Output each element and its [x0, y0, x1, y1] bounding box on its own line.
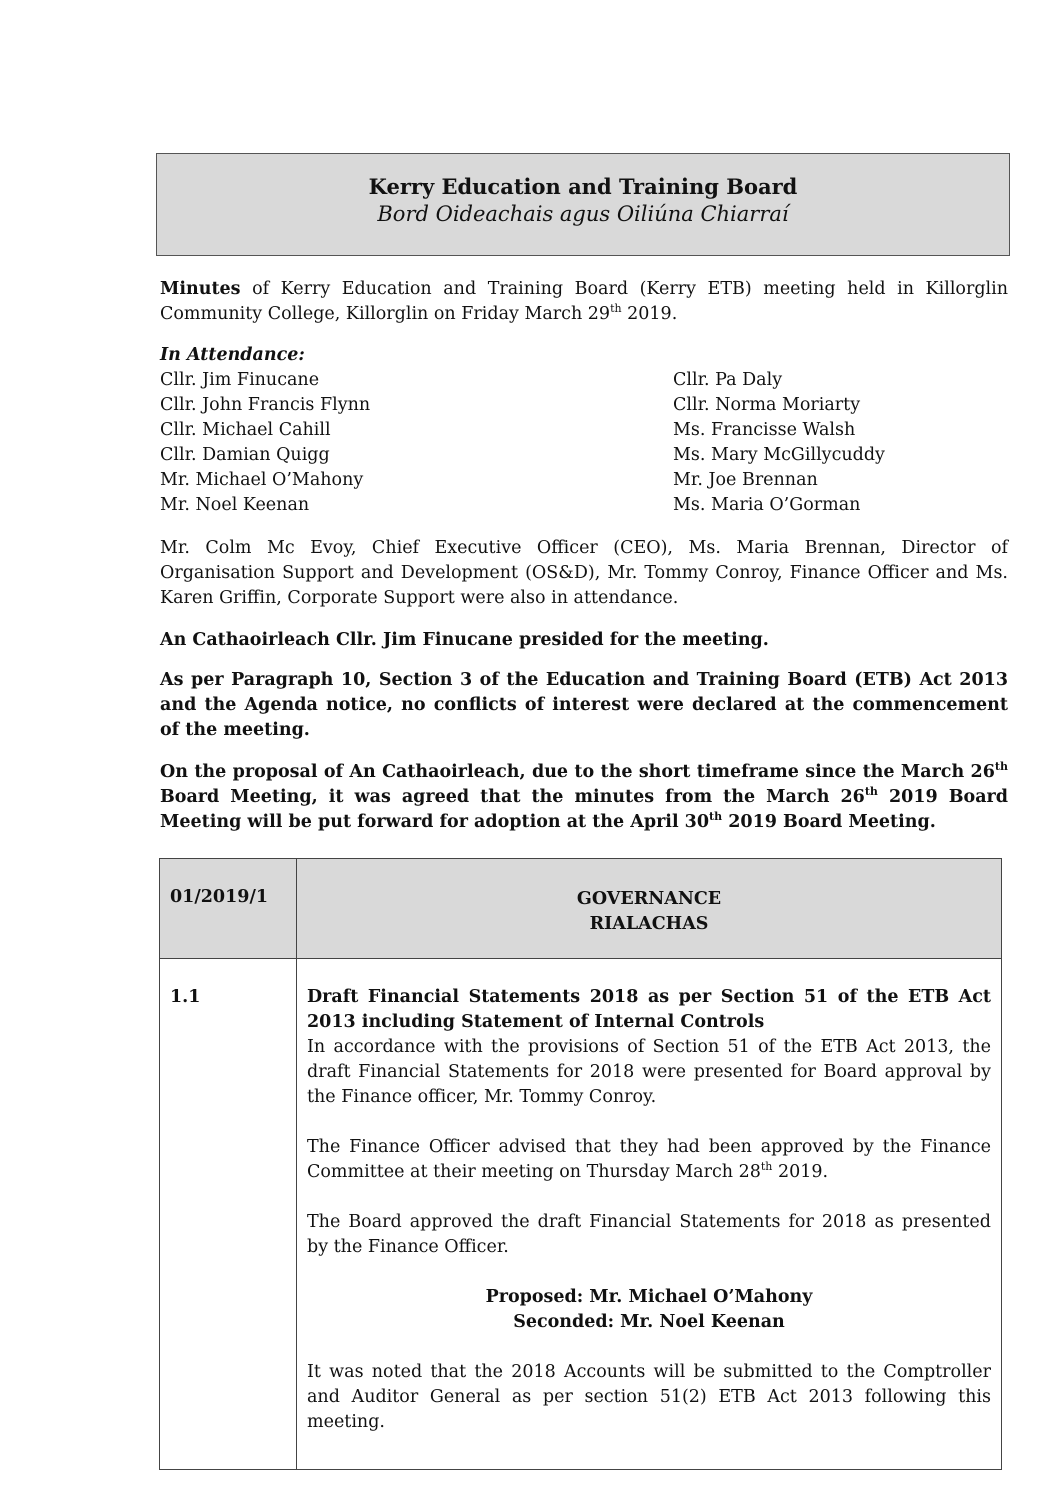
- minutes-table: [159, 858, 1002, 1470]
- table-row: [160, 959, 1002, 1470]
- attendance-right-column: [673, 368, 885, 518]
- table-header-row: [160, 859, 1002, 959]
- attendee: Mr. Michael O’Mahony: [160, 470, 364, 490]
- section-heading: [297, 859, 1002, 959]
- item-reference: 01/2019/1: [160, 859, 297, 959]
- section-heading-ga: RIALACHAS: [589, 914, 709, 934]
- item-text: 2019.: [772, 1162, 829, 1182]
- section-heading-en: GOVERNANCE: [576, 889, 722, 909]
- proposal-paragraph: [160, 760, 1008, 835]
- intro-sup: th: [610, 302, 622, 316]
- item-number: 1.1: [160, 959, 297, 1470]
- item-paragraph: It was noted that the 2018 Accounts will be submitted to the Comptroller and Auditor General as per section 51(2) ETB Act 2013 following this meeting.: [307, 1362, 991, 1432]
- intro-text: of Kerry Education and Training Board (Kerry ETB) meeting held in Killorglin Community College, Killorglin on Friday March 29: [160, 279, 1008, 324]
- proposal-sup: th: [709, 810, 723, 824]
- also-attending-paragraph: Mr. Colm Mc Evoy, Chief Executive Officer (CEO), Ms. Maria Brennan, Director of Organisation Support and Development (OS&D), Mr. Tommy Conroy, Finance Officer and Ms. Karen Griffin, Corporate Support were also in attendance.: [160, 538, 1008, 608]
- item-sup: th: [760, 1160, 773, 1174]
- header-box: [156, 153, 1010, 256]
- proposal-sup: th: [864, 785, 878, 799]
- attendee: Cllr. Jim Finucane: [160, 370, 320, 390]
- proposal-text: 2019 Board Meeting will be put forward for adoption at the April 30: [160, 787, 1008, 832]
- item-paragraph: [307, 1135, 991, 1185]
- board-title-irish: Bord Oideachais agus Oiliúna Chiarraí: [377, 202, 789, 226]
- attendee: Cllr. Michael Cahill: [160, 420, 331, 440]
- attendee: Cllr. John Francis Flynn: [160, 395, 371, 415]
- item-text: The Finance Officer advised that they had been approved by the Finance Committee at their meeting on Thursday March 28: [307, 1137, 991, 1182]
- item-title: Draft Financial Statements 2018 as per Section 51 of the ETB Act 2013 including Statement of Internal Controls: [307, 987, 991, 1032]
- attendee: Ms. Francisse Walsh: [673, 420, 856, 440]
- intro-text-end: 2019.: [621, 304, 678, 324]
- item-content: [297, 959, 1002, 1470]
- item-paragraph: The Board approved the draft Financial Statements for 2018 as presented by the Finance Officer.: [307, 1212, 991, 1257]
- intro-lead: Minutes: [160, 279, 241, 299]
- item-paragraph: In accordance with the provisions of Section 51 of the ETB Act 2013, the draft Financial Statements for 2018 were presented for Board approval by the Finance officer, Mr. Tommy Conroy.: [307, 1037, 991, 1107]
- attendance-left-column: [160, 368, 370, 518]
- attendee: Mr. Joe Brennan: [673, 470, 818, 490]
- proposal-text: On the proposal of An Cathaoirleach, due to the short timeframe since the March 26: [160, 762, 995, 782]
- attendee: Cllr. Pa Daly: [673, 370, 783, 390]
- attendee: Ms. Mary McGillycuddy: [673, 445, 885, 465]
- proposed-by: Proposed: Mr. Michael O’Mahony: [485, 1287, 813, 1307]
- attendee: Cllr. Damian Quigg: [160, 445, 330, 465]
- proposal-sup: th: [994, 760, 1008, 774]
- intro-paragraph: [160, 277, 1008, 327]
- attendee: Cllr. Norma Moriarty: [673, 395, 861, 415]
- proposal-text: 2019 Board Meeting.: [722, 812, 936, 832]
- attendee: Mr. Noel Keenan: [160, 495, 310, 515]
- presided-paragraph: An Cathaoirleach Cllr. Jim Finucane presided for the meeting.: [160, 630, 769, 650]
- proposal-text: Board Meeting, it was agreed that the minutes from the March 26: [160, 787, 865, 807]
- seconded-by: Seconded: Mr. Noel Keenan: [513, 1312, 785, 1332]
- attendance-heading: In Attendance:: [160, 345, 305, 365]
- conflicts-paragraph: As per Paragraph 10, Section 3 of the Education and Training Board (ETB) Act 2013 and the Agenda notice, no conflicts of interest were declared at the commencement of the meeting.: [160, 670, 1008, 740]
- attendee: Ms. Maria O’Gorman: [673, 495, 861, 515]
- board-title: Kerry Education and Training Board: [368, 174, 798, 199]
